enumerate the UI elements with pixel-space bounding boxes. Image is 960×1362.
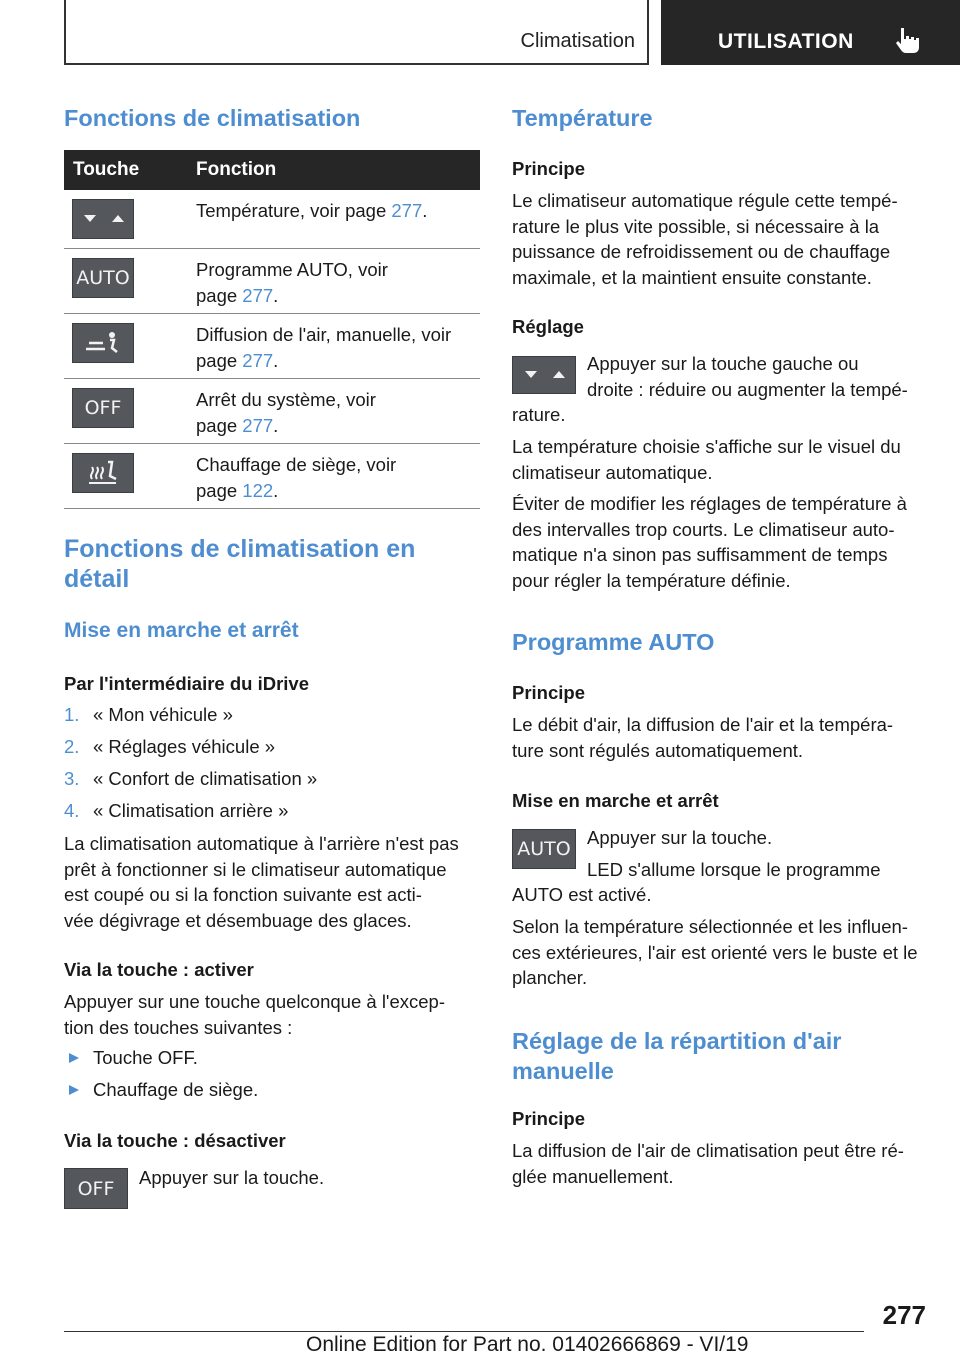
auto-press-text: Appuyer sur la touche. xyxy=(587,827,773,848)
page-link[interactable]: 277 xyxy=(242,284,274,306)
principle-label: Principe xyxy=(512,158,585,179)
footer-divider xyxy=(64,1331,864,1332)
row-description: Programme AUTO, voir page 277. xyxy=(196,259,388,306)
off-key: OFF xyxy=(72,388,134,428)
display-text: La température choisie s'affiche sur le visuel du climatiseur automatique. xyxy=(512,436,901,483)
rear-climate-text: La climatisation automatique à l'arrière n'est pas prêt à fonctionner si le climatiseur automatique est coupé ou si la fonction suivante est acti- vée dégivrage et désembuage des glaces. xyxy=(64,833,459,931)
table-row xyxy=(64,444,480,509)
auto-select-text: Selon la température sélectionnée et les influen- ces extérieures, l'air est orienté vers le buste et le plancher. xyxy=(512,916,918,988)
list-item: « Mon véhicule » xyxy=(93,704,233,725)
bullet-triangle-icon xyxy=(69,1053,79,1063)
list-item: « Réglages véhicule » xyxy=(93,736,276,757)
step-number: 4. xyxy=(64,800,80,821)
table-heading: Fonctions de climatisation xyxy=(64,105,361,131)
page-link[interactable]: 277 xyxy=(242,349,274,371)
list-item: Chauffage de siège. xyxy=(93,1079,259,1100)
table-row xyxy=(64,314,480,379)
auto-key: AUTO xyxy=(72,258,134,298)
table-row xyxy=(64,190,480,249)
page-link[interactable]: 277 xyxy=(391,200,423,221)
manual-distribution-heading: Réglage de la répartition d'air manuelle xyxy=(512,1028,842,1084)
activate-text: Appuyer sur une touche quelconque à l'excep- tion des touches suivantes : xyxy=(64,991,445,1038)
row-description: Température, voir page 277. xyxy=(196,200,428,221)
deactivate-heading: Via la touche : désactiver xyxy=(64,1130,286,1151)
table-row xyxy=(64,379,480,444)
auto-principle-text: Le débit d'air, la diffusion de l'air et la tempéra- ture sont régulés automatiquement. xyxy=(512,714,894,761)
auto-key: AUTO xyxy=(512,829,576,869)
seat-heating-icon xyxy=(86,459,120,487)
step-number: 3. xyxy=(64,768,80,789)
col-header-key: Touche xyxy=(73,159,140,180)
temperature-heading: Température xyxy=(512,105,653,131)
step-number: 1. xyxy=(64,704,80,725)
temperature-principle-text: Le climatiseur automatique régule cette tempé- rature le plus vite possible, si nécessaire à la puissance de refroidissement ou de chauffage maximale, et la maintient ensuite constante. xyxy=(512,190,898,288)
page-link[interactable]: 122 xyxy=(242,479,274,501)
air-distribution-key xyxy=(72,323,134,363)
col-header-function: Fonction xyxy=(196,159,277,180)
activate-heading: Via la touche : activer xyxy=(64,959,254,980)
list-item: « Climatisation arrière » xyxy=(93,800,289,821)
manual-principle-text: La diffusion de l'air de climatisation peut être ré- glée manuellement. xyxy=(512,1140,904,1187)
function-table-header xyxy=(64,150,480,190)
auto-led-text-end: AUTO est activé. xyxy=(512,884,652,905)
seat-heating-key xyxy=(72,453,134,493)
auto-led-text: LED s'allume lorsque le programme xyxy=(587,859,881,880)
auto-onoff-label: Mise en marche et arrêt xyxy=(512,790,719,811)
avoid-text: Éviter de modifier les réglages de température à des intervalles trop courts. Le climatiseur auto- matique n'a sinon pas suffisamment de temps pour régler la température définie. xyxy=(512,493,907,591)
off-key: OFF xyxy=(64,1168,128,1209)
temperature-key xyxy=(512,356,576,394)
temperature-arrows-icon xyxy=(519,365,569,385)
auto-program-heading: Programme AUTO xyxy=(512,629,715,655)
deactivate-text: Appuyer sur la touche. xyxy=(139,1167,325,1188)
header-section-box xyxy=(64,0,649,65)
step-number: 2. xyxy=(64,736,80,757)
temperature-arrows-icon xyxy=(78,209,128,229)
pointing-hand-icon xyxy=(895,26,921,54)
onoff-heading: Mise en marche et arrêt xyxy=(64,619,299,642)
setting-text-end: rature. xyxy=(512,404,566,425)
setting-label: Réglage xyxy=(512,316,584,337)
principle-label: Principe xyxy=(512,1108,585,1129)
principle-label: Principe xyxy=(512,682,585,703)
setting-text: Appuyer sur la touche gauche ou droite : réduire ou augmenter la tempé- xyxy=(587,353,908,400)
row-description: Chauffage de siège, voir page 122. xyxy=(196,454,397,501)
table-row xyxy=(64,249,480,314)
header-chapter-box xyxy=(661,0,960,65)
footer-edition: Online Edition for Part no. 01402666869 - VI/19 xyxy=(306,1333,749,1356)
idrive-heading: Par l'intermédiaire du iDrive xyxy=(64,673,309,694)
header-section-title: Climatisation xyxy=(520,30,635,52)
page-link[interactable]: 277 xyxy=(242,414,274,436)
list-item: « Confort de climatisation » xyxy=(93,768,318,789)
air-distribution-icon xyxy=(83,330,123,356)
bullet-triangle-icon xyxy=(69,1085,79,1095)
header-chapter-title: UTILISATION xyxy=(718,30,854,53)
list-item: Touche OFF. xyxy=(93,1047,198,1068)
temperature-key xyxy=(72,199,134,239)
row-description: Diffusion de l'air, manuelle, voir page 277. xyxy=(196,324,452,371)
page-number: 277 xyxy=(882,1300,926,1330)
row-description: Arrêt du système, voir page 277. xyxy=(196,389,376,436)
detail-heading: Fonctions de climatisation en détail xyxy=(64,535,416,593)
